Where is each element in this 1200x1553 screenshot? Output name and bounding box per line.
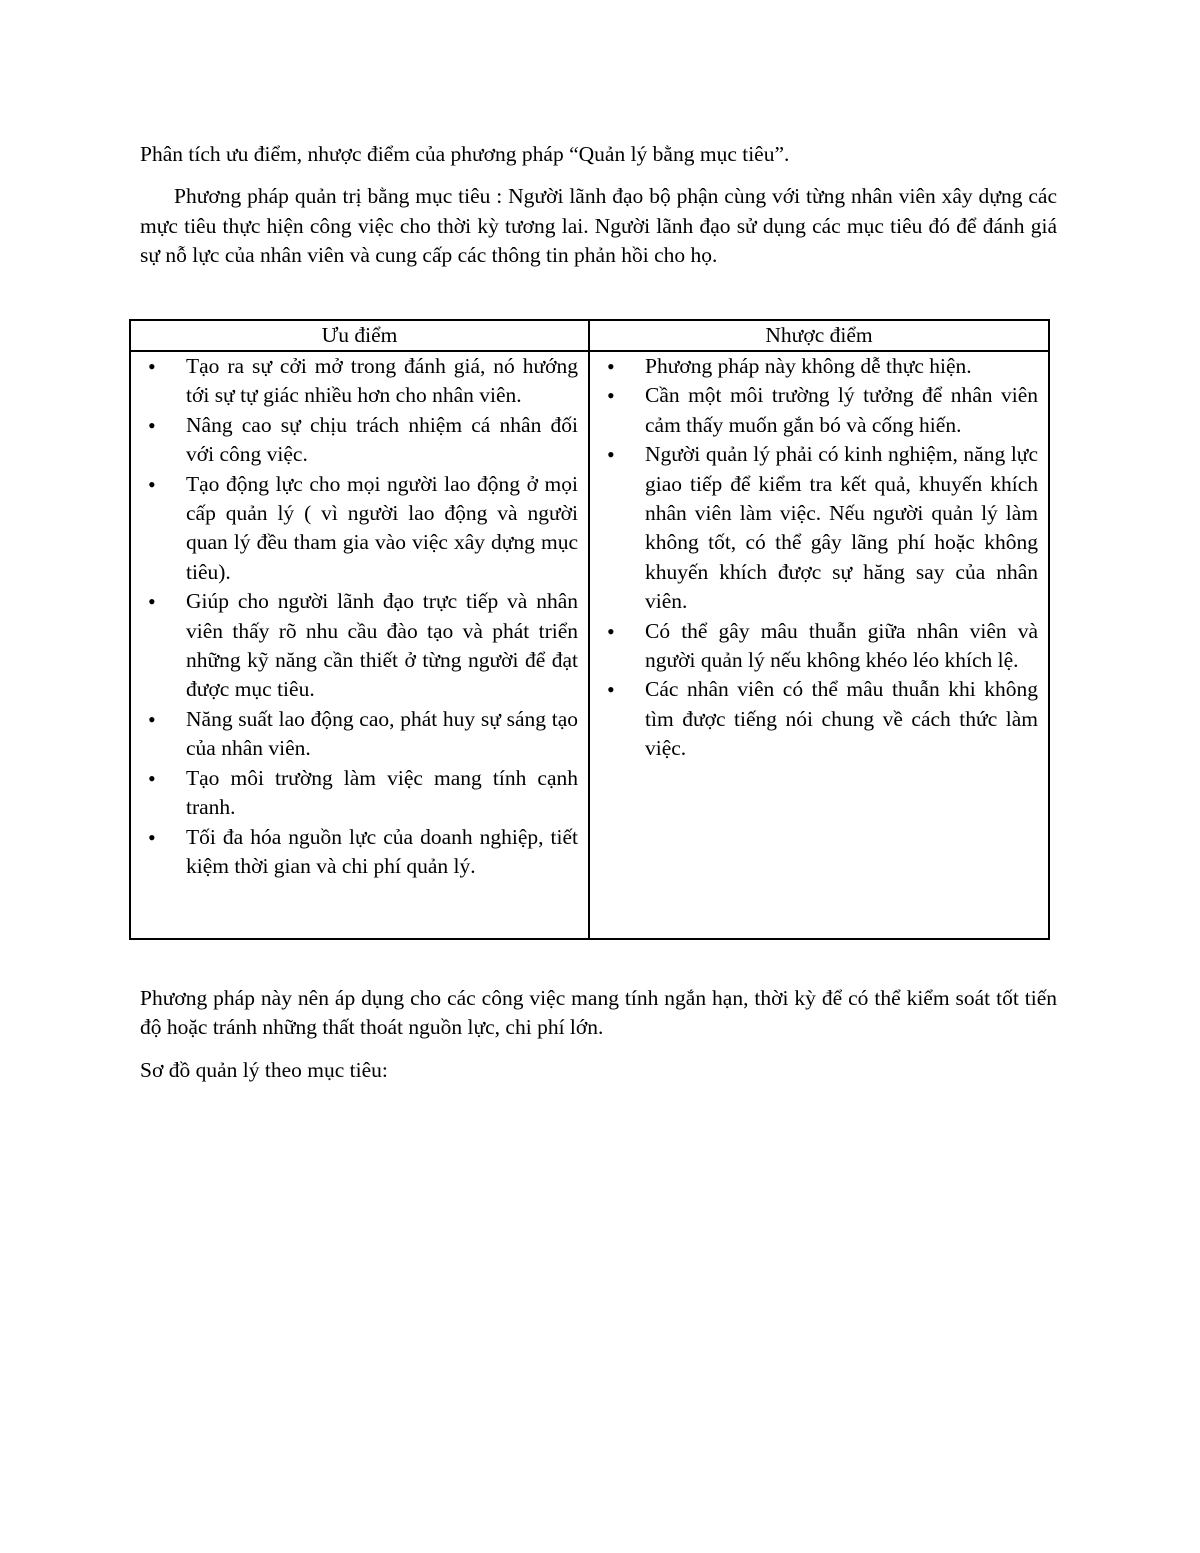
intro-paragraph: Phương pháp quản trị bằng mục tiêu : Người lãnh đạo bộ phận cùng với từng nhân viên xây dựng các mực tiêu thực hiện công việc cho thời kỳ tương lai. Người lãnh đạo sử dụng các mục tiêu đó để đánh giá sự nỗ lực của nhân viên và cung cấp các thông tin phản hồi cho họ. (140, 184, 1057, 268)
advantages-cell (130, 351, 589, 939)
list-item: • Tạo ra sự cởi mở trong đánh giá, nó hướng tới sự tự giác nhiều hơn cho nhân viên. (131, 352, 578, 411)
list-item: • Có thể gây mâu thuẫn giữa nhân viên và người quản lý nếu không khéo léo khích lệ. (590, 617, 1038, 676)
application-paragraph: Phương pháp này nên áp dụng cho các công việc mang tính ngắn hạn, thời kỳ để có thể kiểm soát tốt tiến độ hoặc tránh những thất thoát nguồn lực, chi phí lớn. (140, 986, 1057, 1040)
table-row (130, 351, 1049, 939)
after-table-section (140, 984, 1057, 1098)
list-item: • Nâng cao sự chịu trách nhiệm cá nhân đối với công việc. (131, 411, 578, 470)
list-item: • Tối đa hóa nguồn lực của doanh nghiệp, tiết kiệm thời gian và chi phí quản lý. (131, 823, 578, 882)
list-item: • Phương pháp này không dễ thực hiện. (590, 352, 1038, 381)
list-item: • Người quản lý phải có kinh nghiệm, năng lực giao tiếp để kiểm tra kết quả, khuyến khích nhân viên làm việc. Nếu người quản lý làm không tốt, có thể gây lãng phí hoặc không khuyến khích được sự hăng say của nhân viên. (590, 440, 1038, 616)
document-title: Phân tích ưu điểm, nhược điểm của phương pháp “Quản lý bằng mục tiêu”. (140, 142, 790, 166)
list-item: • Tạo động lực cho mọi người lao động ở mọi cấp quản lý ( vì người lao động và người quan lý đều tham gia vào việc xây dựng mục tiêu). (131, 470, 578, 588)
header-advantages: Ưu điểm (130, 320, 589, 351)
list-item: • Cần một môi trường lý tưởng để nhân viên cảm thấy muốn gắn bó và cống hiến. (590, 381, 1038, 440)
list-item: • Năng suất lao động cao, phát huy sự sáng tạo của nhân viên. (131, 705, 578, 764)
advantages-list (131, 352, 588, 881)
table-header-row (130, 320, 1049, 351)
disadvantages-list (590, 352, 1048, 764)
header-disadvantages: Nhược điểm (589, 320, 1049, 351)
list-item: • Giúp cho người lãnh đạo trực tiếp và nhân viên thấy rõ nhu cầu đào tạo và phát triển những kỹ năng cần thiết ở từng người để đạt được mục tiêu. (131, 587, 578, 705)
document-page (140, 140, 1057, 271)
comparison-table (129, 319, 1050, 940)
diagram-label: Sơ đồ quản lý theo mục tiêu: (140, 1057, 388, 1082)
list-item: • Các nhân viên có thể mâu thuẫn khi không tìm được tiếng nói chung về cách thức làm việc. (590, 675, 1038, 763)
disadvantages-cell (589, 351, 1049, 939)
list-item: • Tạo môi trường làm việc mang tính cạnh tranh. (131, 764, 578, 823)
